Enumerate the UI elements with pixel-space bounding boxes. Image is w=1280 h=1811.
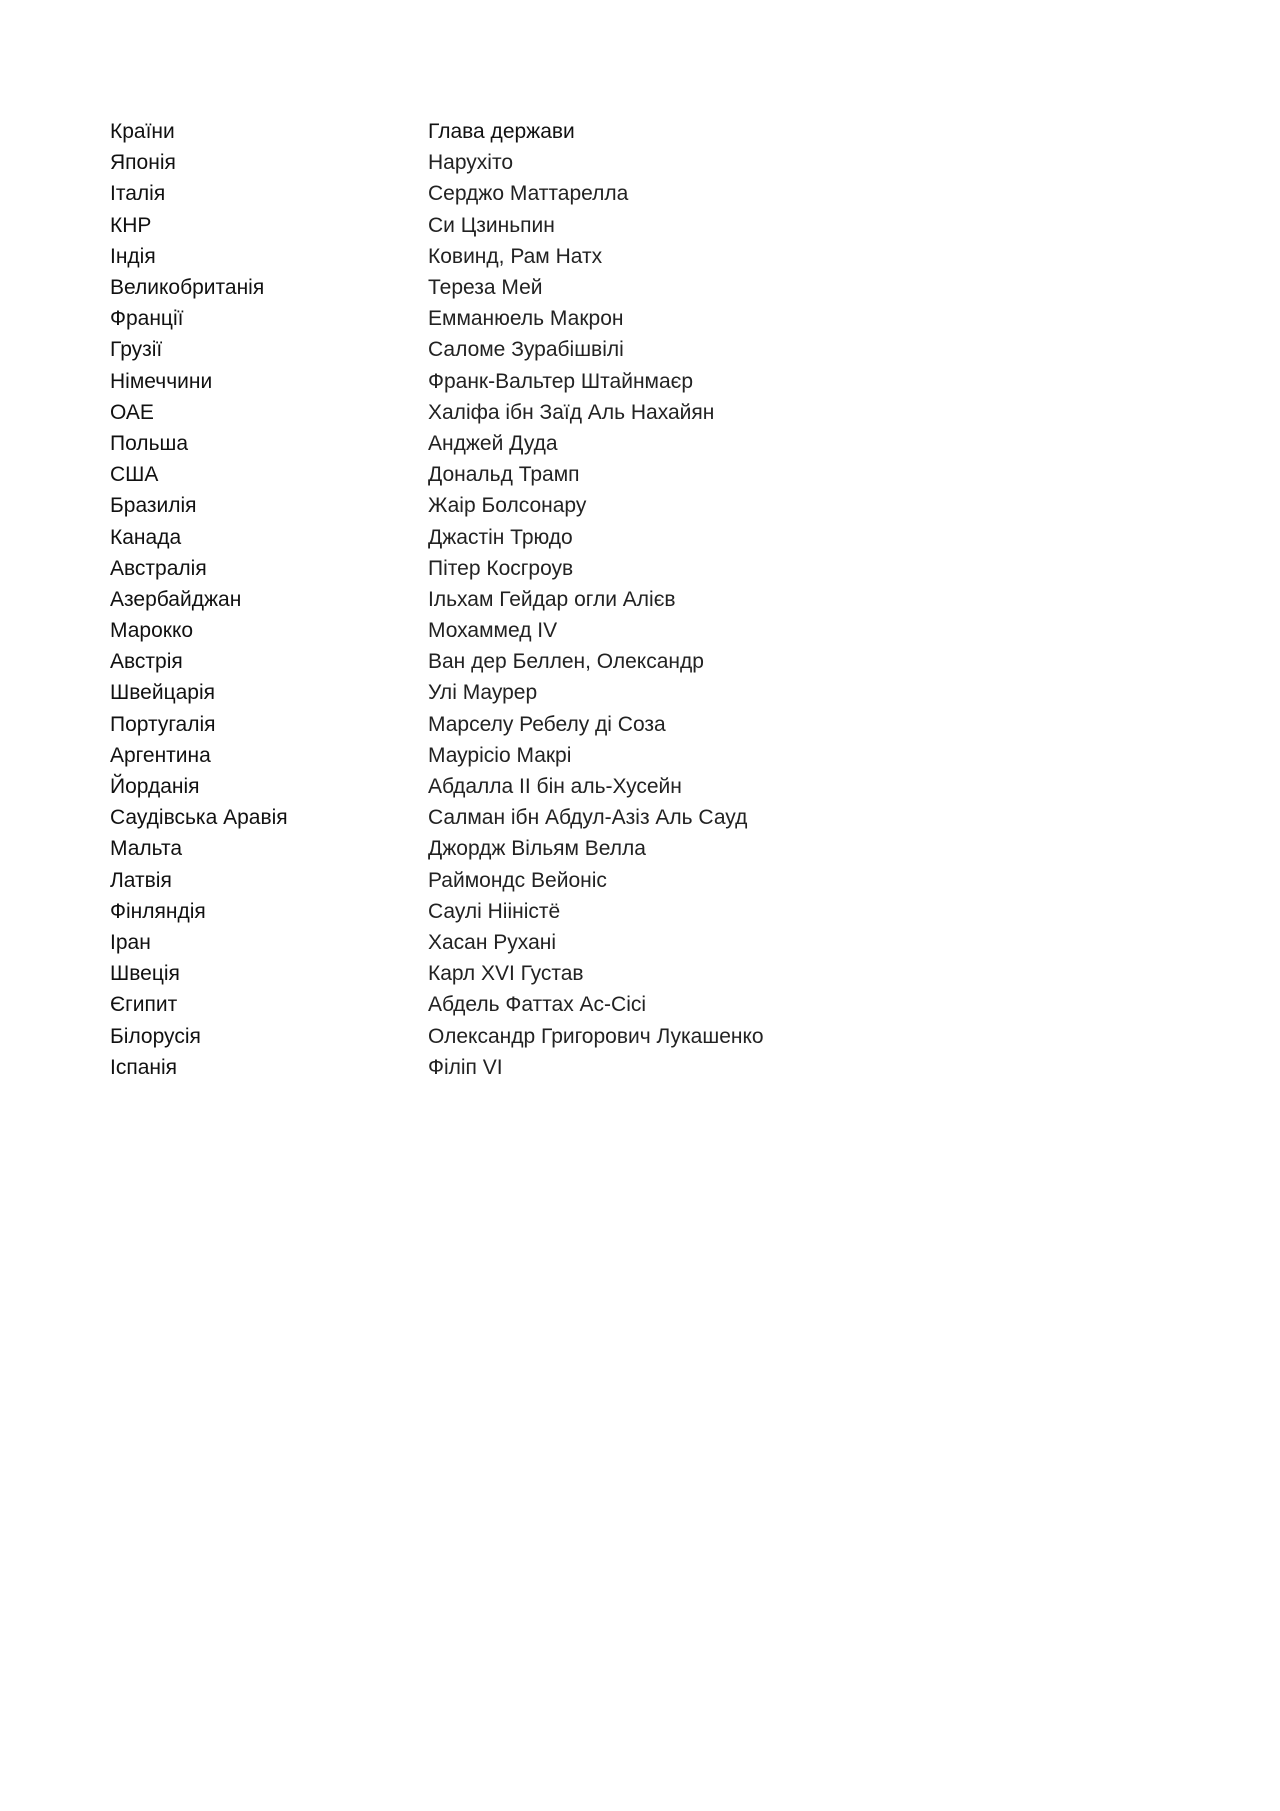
table-row (110, 490, 928, 521)
country-cell: Італія (110, 182, 166, 206)
table-row (110, 709, 928, 740)
table-row (110, 428, 928, 459)
country-cell: Аргентина (110, 743, 211, 767)
table-row (110, 521, 928, 552)
country-cell: Індія (110, 244, 156, 268)
head-of-state-cell: Джастін Трюдо (428, 525, 573, 549)
country-cell: Бразилія (110, 494, 197, 518)
table-row (110, 1020, 928, 1051)
table-row (110, 210, 928, 241)
head-of-state-cell: Джордж Вільям Велла (428, 837, 646, 861)
table-header-row (110, 116, 928, 147)
head-of-state-cell: Улі Маурер (428, 681, 538, 705)
head-of-state-cell: Серджо Маттарелла (428, 182, 629, 206)
table-body (110, 116, 928, 1083)
country-cell: Австралія (110, 556, 207, 580)
table-row (110, 646, 928, 677)
head-of-state-cell: Тереза Мей (428, 276, 543, 300)
head-of-state-cell: Емманюель Макрон (428, 307, 624, 331)
country-cell: Португалія (110, 712, 216, 736)
head-of-state-cell: Ковинд, Рам Натх (428, 244, 603, 268)
country-cell: Єгипит (110, 993, 178, 1017)
country-cell: Німеччини (110, 369, 213, 393)
country-cell: Марокко (110, 619, 194, 643)
table-row (110, 366, 928, 397)
table-row (110, 241, 928, 272)
head-of-state-cell: Раймондс Вейоніс (428, 868, 607, 892)
table-row (110, 771, 928, 802)
table-row (110, 802, 928, 833)
head-of-state-cell: Мохаммед IV (428, 619, 558, 643)
table-row (110, 896, 928, 927)
head-of-state-cell: Франк-Вальтер Штайнмаєр (428, 369, 694, 393)
country-cell: Білорусія (110, 1024, 201, 1048)
table-row (110, 272, 928, 303)
country-cell: Іспанія (110, 1055, 178, 1079)
head-of-state-cell: Саулі Нііністё (428, 899, 561, 923)
head-of-state-cell: Маурісіо Макрі (428, 743, 572, 767)
head-of-state-cell: Абдель Фаттах Ас-Сісі (428, 993, 647, 1017)
country-cell: Латвія (110, 868, 172, 892)
table-row (110, 865, 928, 896)
table-row (110, 334, 928, 365)
head-of-state-cell: Марселу Ребелу ді Соза (428, 712, 666, 736)
country-cell: Фінляндія (110, 899, 206, 923)
head-of-state-cell: Філіп VI (428, 1055, 503, 1079)
head-of-state-cell: Ільхам Гейдар огли Алієв (428, 587, 676, 611)
country-cell: Франції (110, 307, 184, 331)
table-row (110, 677, 928, 708)
country-cell: Канада (110, 525, 182, 549)
table-row (110, 459, 928, 490)
table-row (110, 833, 928, 864)
table-row (110, 740, 928, 771)
head-of-state-cell: Абдалла II бін аль-Хусейн (428, 775, 682, 799)
country-cell: Швеція (110, 962, 180, 986)
country-cell: Австрія (110, 650, 183, 674)
head-of-state-cell: Халіфа ібн Заїд Аль Нахайян (428, 400, 715, 424)
country-cell: Йорданія (110, 775, 200, 799)
head-of-state-cell: Саломе Зурабішвілі (428, 338, 624, 362)
head-of-state-cell: Ван дер Беллен, Олександр (428, 650, 704, 674)
country-cell: ОАЕ (110, 400, 154, 424)
head-of-state-cell: Пітер Косгроув (428, 556, 574, 580)
country-cell: Польша (110, 431, 189, 455)
table-row (110, 584, 928, 615)
country-cell: Іран (110, 930, 151, 954)
country-cell: Саудівська Аравія (110, 806, 288, 830)
table-row (110, 1052, 928, 1083)
header-head-of-state: Глава держави (428, 120, 575, 144)
table-row (110, 958, 928, 989)
country-cell: Великобританія (110, 276, 265, 300)
country-cell: Азербайджан (110, 587, 242, 611)
table-row (110, 553, 928, 584)
table-row (110, 989, 928, 1020)
country-cell: КНР (110, 213, 152, 237)
heads-of-state-table (110, 116, 928, 1083)
head-of-state-cell: Олександр Григорович Лукашенко (428, 1024, 764, 1048)
table-row (110, 178, 928, 209)
table-row (110, 615, 928, 646)
table-row (110, 147, 928, 178)
head-of-state-cell: Нарухіто (428, 151, 514, 175)
country-cell: США (110, 463, 159, 487)
country-cell: Мальта (110, 837, 183, 861)
head-of-state-cell: Си Цзиньпин (428, 213, 555, 237)
country-cell: Грузії (110, 338, 163, 362)
header-countries: Країни (110, 120, 175, 144)
table-row (110, 303, 928, 334)
head-of-state-cell: Карл XVI Густав (428, 962, 584, 986)
head-of-state-cell: Хасан Рухані (428, 930, 557, 954)
head-of-state-cell: Анджей Дуда (428, 431, 558, 455)
country-cell: Швейцарія (110, 681, 215, 705)
head-of-state-cell: Жаір Болсонару (428, 494, 587, 518)
head-of-state-cell: Салман ібн Абдул-Азіз Аль Сауд (428, 806, 748, 830)
table-row (110, 397, 928, 428)
country-cell: Японія (110, 151, 176, 175)
head-of-state-cell: Дональд Трамп (428, 463, 580, 487)
table-row (110, 927, 928, 958)
